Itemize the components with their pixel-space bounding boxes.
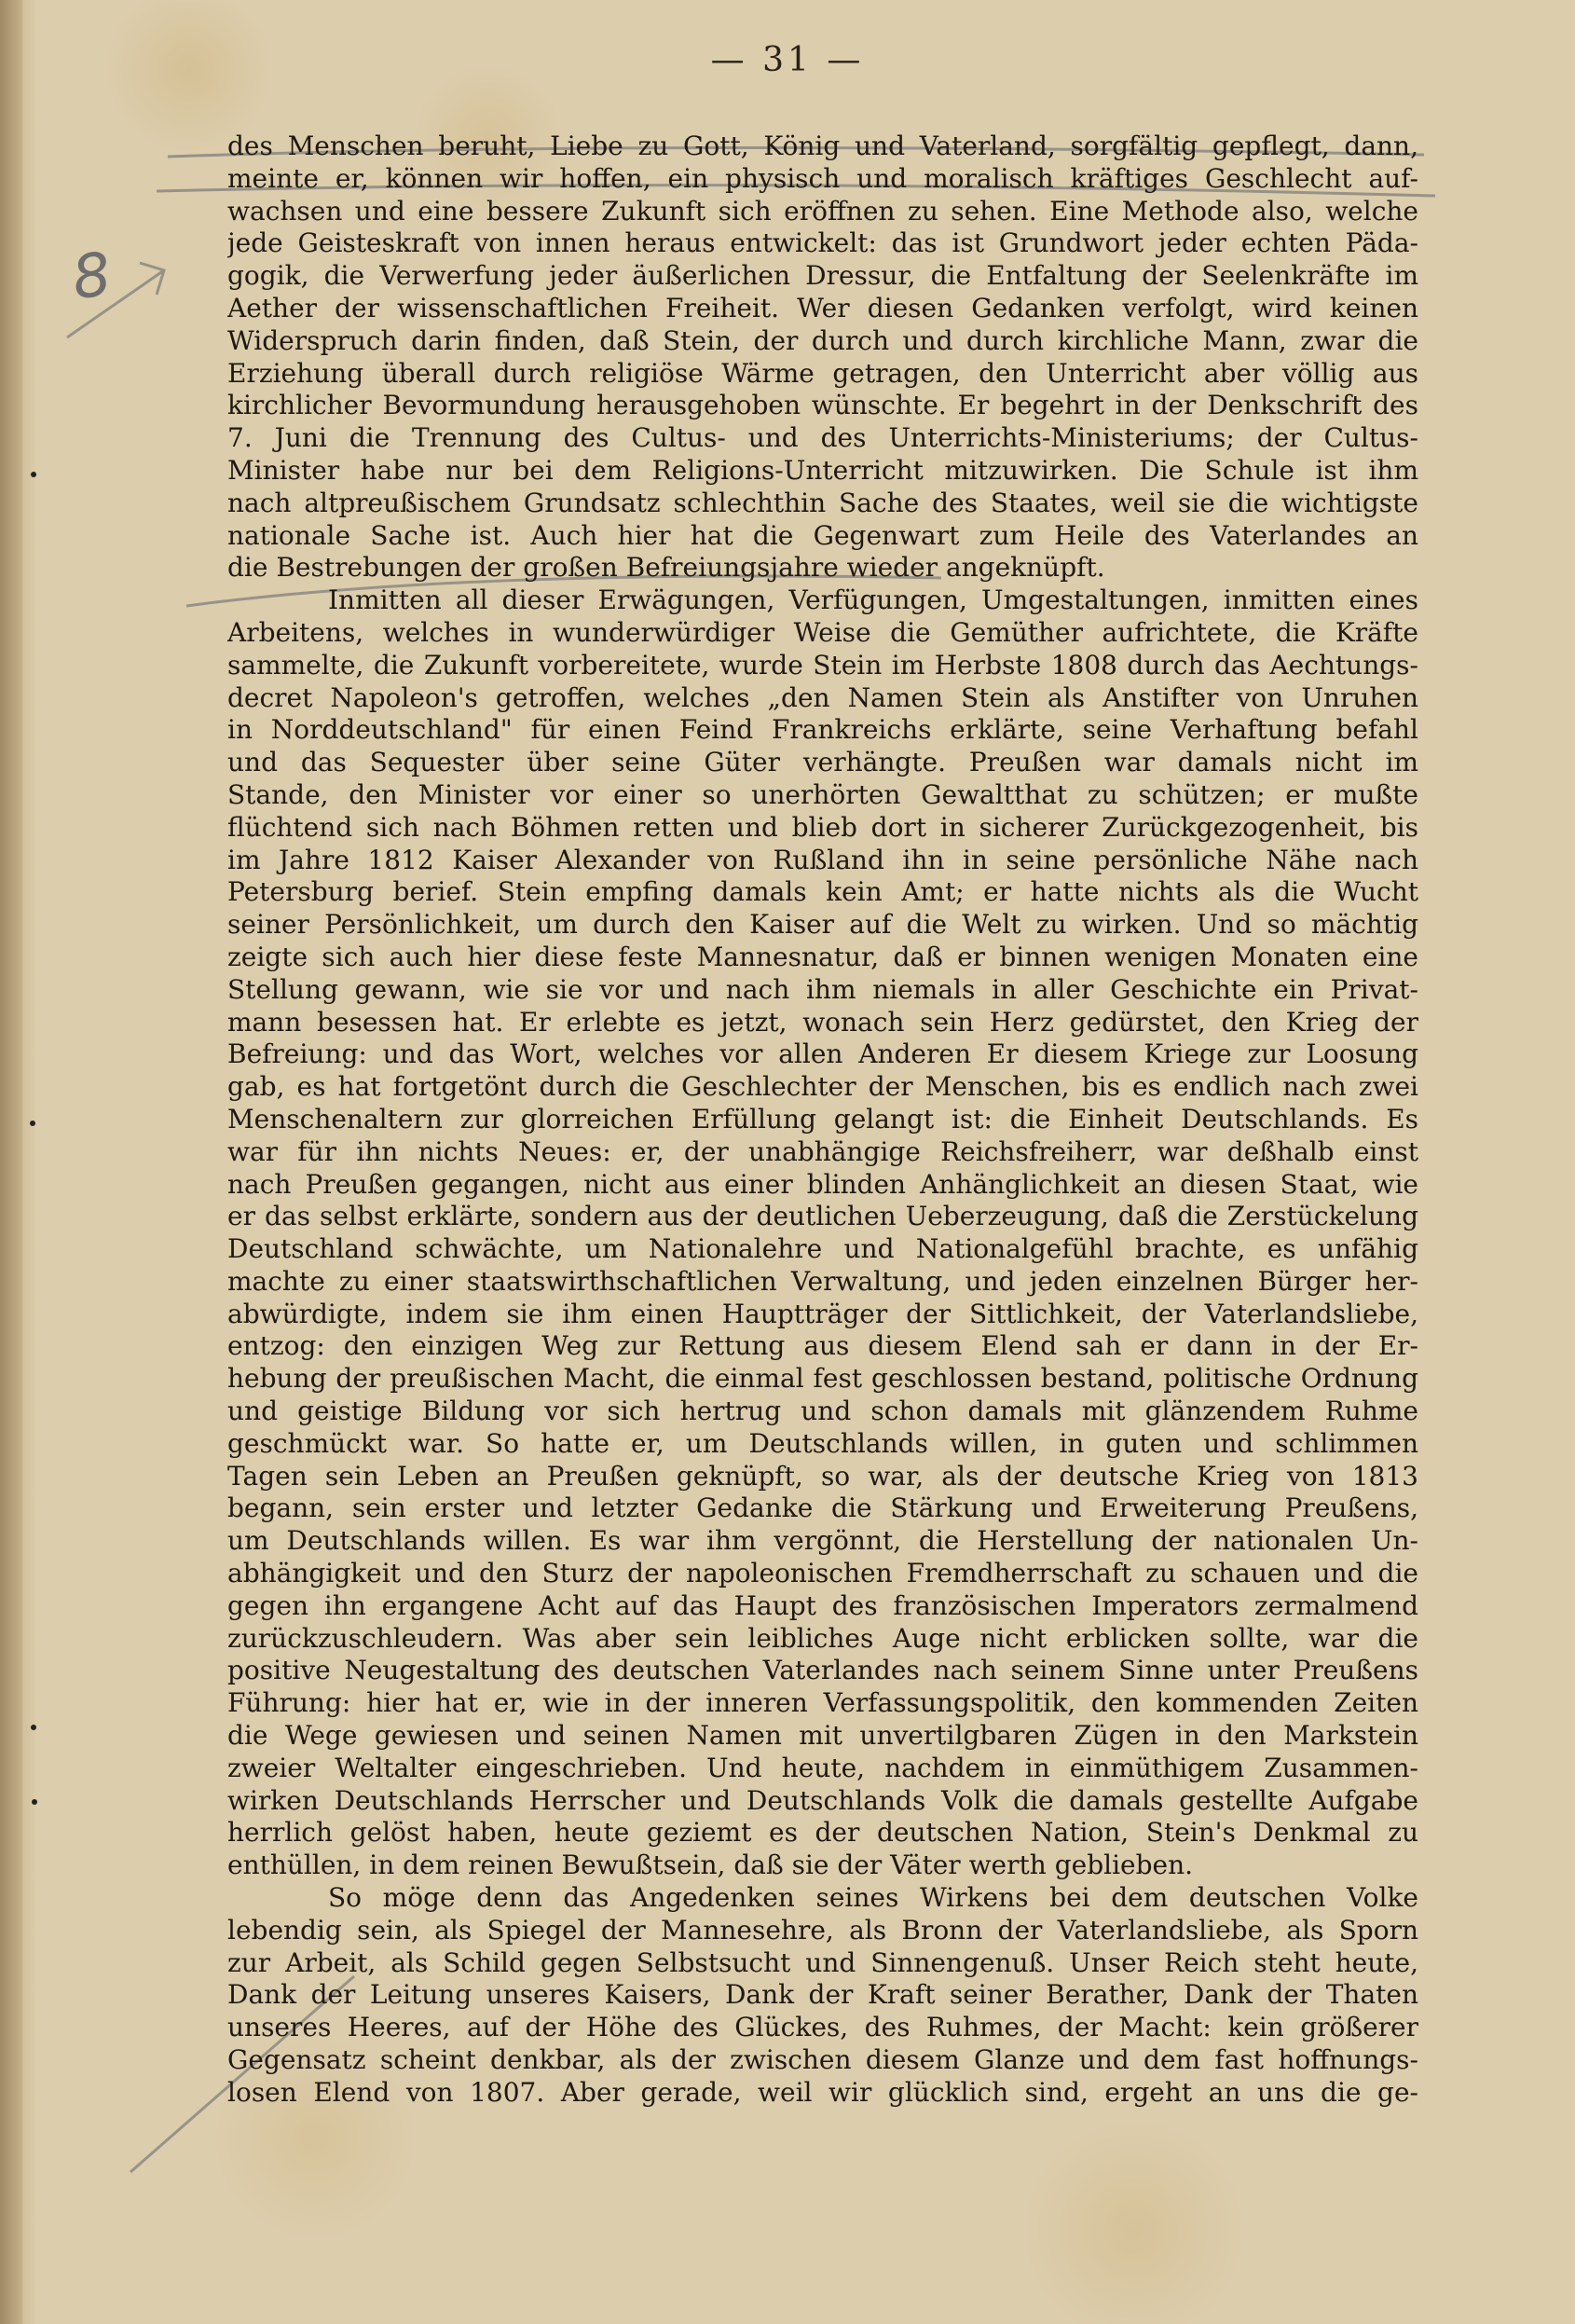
paragraph [227,131,1418,584]
text-line: unseres Heeres, auf der Höhe des Glückes, des Ruhmes, der Macht: kein größerer [227,2012,1418,2043]
text-line: abwürdigte, indem sie ihm einen Hauptträger der Sittlichkeit, der Vaterlandsliebe, [227,1298,1418,1329]
paragraph [227,584,1418,1882]
text-line: abhängigkeit und den Sturz der napoleonischen Fremdherrschaft zu schauen und die [227,1558,1418,1589]
text-line: war für ihn nichts Neues: er, der unabhängige Reichsfreiherr, war deßhalb einst [227,1135,1418,1167]
text-line: Tagen sein Leben an Preußen geknüpft, so war, als der deutsche Krieg von 1813 [227,1460,1418,1492]
margin-annotation: 8 [68,240,116,314]
text-line: 7. Juni die Trennung des Cultus- und des Unterrichts-Ministeriums; der Cultus- [227,422,1418,454]
text-line: Minister habe nur bei dem Religions-Unterricht mitzuwirken. Die Schule ist ihm [227,454,1418,486]
text-line: und geistige Bildung vor sich hertrug und schon damals mit glänzendem Ruhme [227,1396,1418,1427]
text-line: So möge denn das Angedenken seines Wirkens bei dem deutschen Volke [328,1882,1418,1914]
text-line: seiner Persönlichkeit, um durch den Kaiser auf die Welt zu wirken. Und so mächtig [227,909,1418,941]
text-line: zweier Weltalter eingeschrieben. Und heute, nachdem in einmüthigem Zusammen- [227,1752,1418,1783]
text-line: um Deutschlands willen. Es war ihm vergönnt, die Herstellung der nationalen Un- [227,1525,1418,1557]
text-line: Petersburg berief. Stein empfing damals kein Amt; er hatte nichts als die Wucht [227,876,1418,908]
margin-dot [31,472,36,477]
text-line: zur Arbeit, als Schild gegen Selbstsucht und Sinnengenuß. Unser Reich steht heute, [227,1946,1418,1978]
text-line: losen Elend von 1807. Aber gerade, weil wir glücklich sind, ergeht an uns die ge- [227,2076,1418,2108]
text-line: herrlich gelöst haben, heute geziemt es der deutschen Nation, Stein's Denkmal zu [227,1817,1418,1849]
text-line: die Wege gewiesen und seinen Namen mit unvertilgbaren Zügen in den Markstein [227,1720,1418,1752]
text-line: sammelte, die Zukunft vorbereitete, wurde Stein im Herbste 1808 durch das Aechtungs- [227,649,1418,681]
text-line: nationale Sache ist. Auch hier hat die Gegenwart zum Heile des Vaterlandes an [227,519,1418,551]
text-line: und das Sequester über seine Güter verhängte. Preußen war damals nicht im [227,747,1418,778]
text-line: geschmückt war. So hatte er, um Deutschlands willen, in guten und schlimmen [227,1427,1418,1459]
text-line: zurückzuschleudern. Was aber sein leibliches Auge nicht erblicken sollte, war die [227,1622,1418,1654]
text-line: hebung der preußischen Macht, die einmal fest geschlossen bestand, politische Ordnung [227,1363,1418,1395]
text-line: er das selbst erklärte, sondern aus der deutlichen Ueberzeugung, daß die Zerstückelung [227,1201,1418,1232]
text-line: mann besessen hat. Er erlebte es jetzt, wonach sein Herz gedürstet, den Krieg der [227,1006,1418,1038]
text-line: positive Neugestaltung des deutschen Vaterlandes nach seinem Sinne unter Preußens [227,1655,1418,1686]
text-line: gegen ihn ergangene Acht auf das Haupt des französischen Imperators zermalmend [227,1589,1418,1621]
pencil-arrow-icon [67,270,164,337]
text-line: die Bestrebungen der großen Befreiungsjahre wieder angeknüpft. [227,552,1105,584]
text-line: wachsen und eine bessere Zukunft sich eröffnen zu sehen. Eine Methode also, welche [227,195,1418,227]
text-line: Inmitten all dieser Erwägungen, Verfügungen, Umgestaltungen, inmitten eines [328,584,1418,616]
paragraph [227,1882,1418,2110]
text-line: decret Napoleon's getroffen, welches „den Namen Stein als Anstifter von Unruhen [227,681,1418,713]
text-line: im Jahre 1812 Kaiser Alexander von Rußland ihn in seine persönliche Nähe nach [227,844,1418,875]
text-line: gab, es hat fortgetönt durch die Geschlechter der Menschen, bis es endlich nach zwei [227,1071,1418,1103]
margin-dot [30,1121,35,1126]
text-line: Gegensatz scheint denkbar, als der zwischen diesem Glanze und dem fast hoffnungs- [227,2044,1418,2076]
text-line: begann, sein erster und letzter Gedanke die Stärkung und Erweiterung Preußens, [227,1492,1418,1524]
text-line: enthüllen, in dem reinen Bewußtsein, daß sie der Väter werth geblieben. [227,1850,1194,1881]
text-line: gogik, die Verwerfung jeder äußerlichen Dressur, die Entfaltung der Seelenkräfte im [227,260,1418,292]
text-line: Arbeitens, welches in wunderwürdiger Weise die Gemüther aufrichtete, die Kräfte [227,616,1418,648]
margin-dot [32,1799,37,1805]
text-line: in Norddeutschland" für einen Feind Frankreichs erklärte, seine Verhaftung befahl [227,714,1418,746]
text-line: des Menschen beruht, Liebe zu Gott, König und Vaterland, sorgfältig gepflegt, dann, [227,131,1418,161]
text-line: Widerspruch darin finden, daß Stein, der durch und durch kirchliche Mann, zwar die [227,324,1418,356]
text-line: nach altpreußischem Grundsatz schlechthin Sache des Staates, weil sie die wichtigste [227,487,1418,518]
text-line: flüchtend sich nach Böhmen retten und blieb dort in sicherer Zurückgezogenheit, bis [227,811,1418,843]
text-line: Deutschland schwächte, um Nationalehre und Nationalgefühl brachte, es unfähig [227,1233,1418,1265]
text-line: entzog: den einzigen Weg zur Rettung aus diesem Elend sah er dann in der Er- [227,1330,1418,1362]
text-line: Erziehung überall durch religiöse Wärme getragen, den Unterricht aber völlig aus [227,357,1418,389]
body-text [227,131,1418,2110]
page-number: — 31 — [710,41,865,79]
text-line: Stellung gewann, wie sie vor und nach ihm niemals in aller Geschichte ein Privat- [227,973,1418,1005]
text-line: wirken Deutschlands Herrscher und Deutschlands Volk die damals gestellte Aufgabe [227,1784,1418,1816]
text-line: lebendig sein, als Spiegel der Mannesehre, als Bronn der Vaterlandsliebe, als Sporn [227,1914,1418,1946]
text-line: zeigte sich auch hier diese feste Mannesnatur, daß er binnen wenigen Monaten eine [227,941,1418,972]
text-line: kirchlicher Bevormundung herausgehoben wünschte. Er begehrt in der Denkschrift des [227,390,1418,421]
text-line: jede Geisteskraft von innen heraus entwickelt: das ist Grundwort jeder echten Päda- [227,227,1418,259]
text-line: Führung: hier hat er, wie in der inneren Verfassungspolitik, den kommenden Zeiten [227,1687,1418,1719]
text-line: Aether der wissenschaftlichen Freiheit. Wer diesen Gedanken verfolgt, wird keinen [227,292,1418,323]
text-line: meinte er, können wir hoffen, ein physisch und moralisch kräftiges Geschlecht auf- [227,162,1418,194]
text-line: machte zu einer staatswirthschaftlichen Verwaltung, und jeden einzelnen Bürger her- [227,1265,1418,1297]
text-line: Dank der Leitung unseres Kaisers, Dank der Kraft seiner Berather, Dank der Thaten [227,1979,1418,2011]
margin-dot [31,1725,36,1730]
text-line: Stande, den Minister vor einer so unerhörten Gewaltthat zu schützen; er mußte [227,778,1418,810]
text-line: Befreiung: und das Wort, welches vor allen Anderen Er diesem Kriege zur Loosung [227,1038,1418,1070]
text-line: nach Preußen gegangen, nicht aus einer blinden Anhänglichkeit an diesen Staat, wie [227,1168,1418,1200]
text-line: Menschenaltern zur glorreichen Erfüllung gelangt ist: die Einheit Deutschlands. Es [227,1103,1418,1134]
